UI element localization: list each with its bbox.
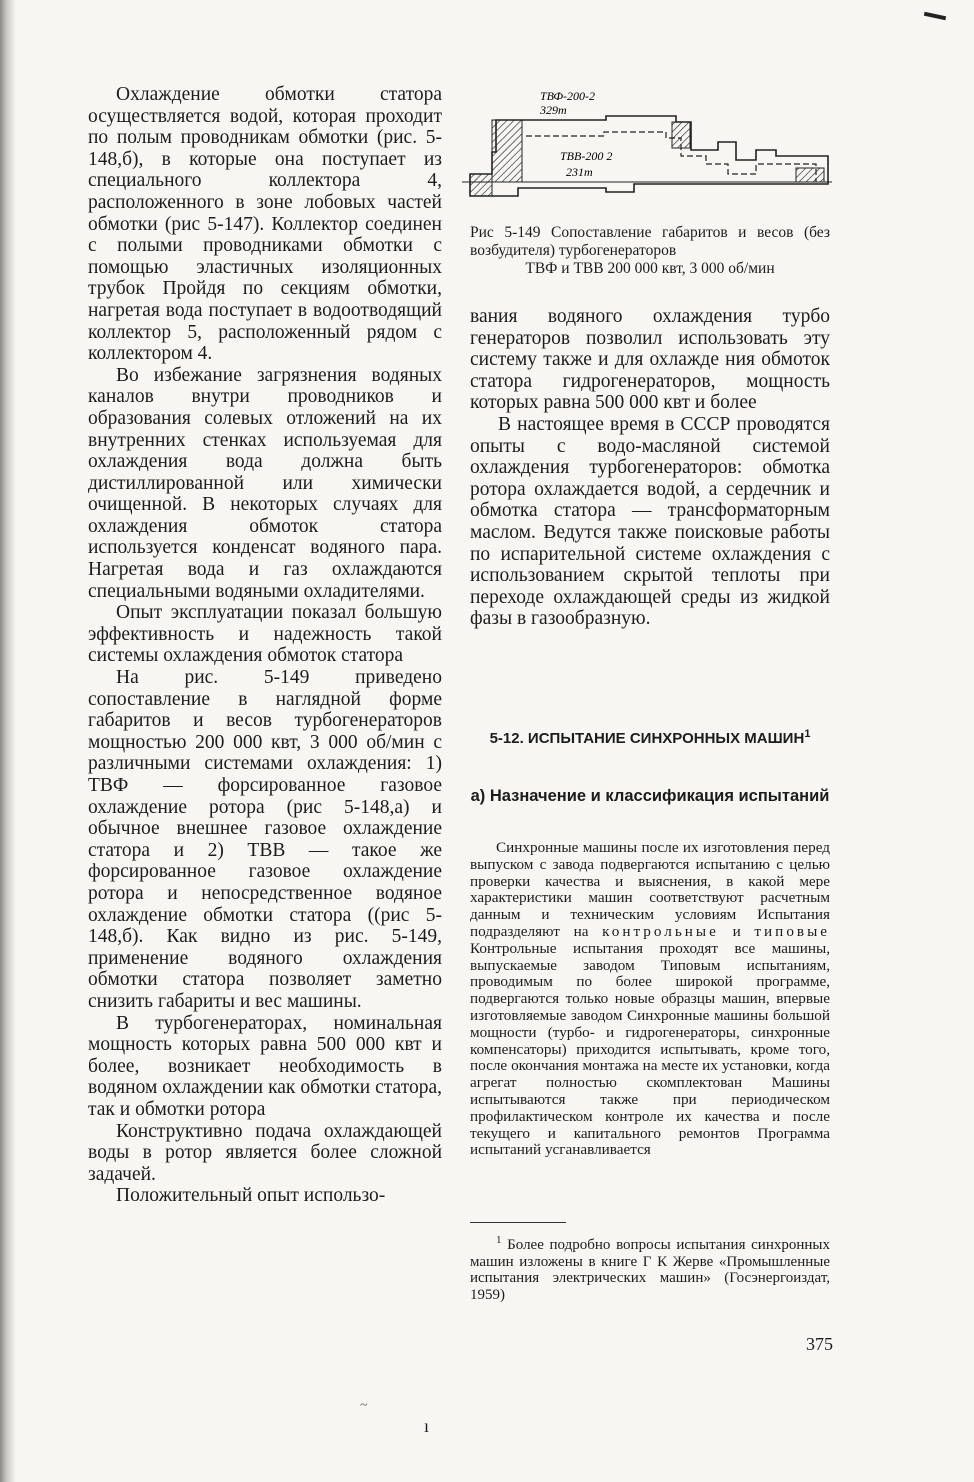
section-title	[470, 724, 830, 749]
footnote-text: Более подробно вопросы испытания синхронных машин изложены в книге Г К Жерве «Промышленные испытания электрических машин» (Госэнергоиздат, 1959)	[470, 1237, 830, 1303]
small-print-text	[470, 840, 830, 1159]
text-part: и	[732, 922, 741, 940]
text-part: Синхронные машины после их изготовления перед выпуском с завода подвергаются испытанию с целью проверки качества и выяснения, в какой мере характеристики машин соответствуют расчетным данным и техническим условиям Испытания подразделяют на	[470, 839, 830, 940]
paragraph	[470, 840, 830, 1159]
paragraph: Опыт эксплуатации показал большую эффективность и надежность такой системы охлаждения обмоток статора	[88, 602, 442, 667]
spaced-term: контрольные	[602, 922, 719, 940]
paragraph: Охлаждение обмотки статора осуществляется водой, которая проходит по полым проводникам обмотки (рис. 5-148,б), в которые она поступает из специального коллектора 4, расположенного в зоне лобовых частей обмотки (рис 5-147). Коллектор соединен с полыми проводниками обмотки с помощью эластичных изоляционных трубок Пройдя по секциям обмотки, нагретая вода поступает в водоотводящий коллектор 5, расположенный рядом с коллектором 4.	[88, 84, 442, 365]
spaced-term: типовые	[754, 922, 831, 940]
hatched-mid-section	[672, 122, 690, 148]
fig-label-tvf-weight: 329т	[540, 103, 567, 117]
paragraph: В настоящее время в СССР проводятся опыты с водо-масляной системой охлаждения турбогенераторов: обмотка ротора охлаждается водой, а сердечник и обмотка статора — трансформаторным маслом. Ведутся также поисковые работы по испарительной системе охлаждения с использованием скрытой теплоты при переходе охлаждающей среды из жидкой фазы в газообразную.	[470, 413, 830, 630]
section-title-text: 5-12. ИСПЫТАНИЕ СИНХРОННЫХ МАШИН	[489, 730, 805, 747]
hatched-left-foot	[470, 174, 492, 196]
footnote-rule	[470, 1222, 566, 1223]
fig-label-tvv-weight: 231т	[566, 165, 593, 179]
hatched-right-section	[796, 168, 824, 182]
text-part: Контрольные испытания проходят все машины, выпускаемые заводом Типовым испытаниям, проводимым по более широкой программе, подвергаются только новые образцы машин, впервые изготовляемые заводом Синхронные машины большой мощности (турбо- и гидрогенераторы, синхронные компенсаторы) приходится испытывать, кроме того, после окончания монтажа на месте их установки, когда агрегат полностью скомплектован Машины испытываются также при периодическом профилактическом контроле их качества и после текущего и капитального ремонтов Программа испытаний усганавливается	[470, 939, 830, 1159]
page-number: 375	[806, 1334, 833, 1354]
right-column	[470, 306, 830, 630]
tvf-outline	[470, 116, 828, 196]
paragraph: Конструктивно подача охлаждающей воды в ротор является более сложной задачей.	[88, 1120, 442, 1185]
scan-artifact: ı	[424, 1416, 430, 1436]
figure-caption	[470, 224, 830, 278]
scan-artifact: ~	[360, 1398, 368, 1413]
paragraph: Положительный опыт использо-	[116, 1185, 386, 1207]
left-column	[88, 84, 442, 1207]
footnote-ref: 1	[804, 728, 811, 740]
subsection-title: а) Назначение и классификация испытаний	[470, 787, 830, 805]
fig-label-tvv-name: ТВВ-200 2	[560, 149, 613, 163]
caption-line-2: ТВФ и ТВВ 200 000 квт, 3 000 об/мин	[525, 260, 775, 277]
generator-outline-diagram	[456, 86, 836, 218]
scan-edge-shadow	[0, 0, 16, 1482]
footnote-paragraph	[470, 1232, 830, 1303]
paragraph: В турбогенераторах, номинальная мощность которых равна 500 000 квт и более, возникает необходимость в водяном охлаждении как обмотки статора, так и обмотки ротора	[88, 1012, 442, 1120]
paragraph: Во избежание загрязнения водяных каналов внутри проводников и образования солевых отложений на их внутренних стенках используемая для охлаждения вода должна быть дистиллированной или химически очищенной. В некоторых случаях для охлаждения обмоток статора используется конденсат водяного пара. Нагретая вода и газ охлаждаются специальными водяными охладителями.	[88, 364, 442, 602]
corner-mark	[924, 12, 946, 20]
caption-line-1: Рис 5-149 Сопоставление габаритов и весов (без возбудителя) турбогенераторов	[470, 224, 830, 259]
hatched-left-section	[492, 120, 522, 182]
fig-label-tvf-name: ТВФ-200-2	[540, 89, 595, 103]
footnote-mark: 1	[496, 1234, 502, 1246]
paragraph: На рис. 5-149 приведено сопоставление в наглядной форме габаритов и весов турбогенераторов мощностью 200 000 квт, 3 000 об/мин с различными системами охлаждения: 1) ТВФ — форсированное газовое охлаждение ротора (рис 5-148,а) и обычное внешнее газовое охлаждение статора и 2) ТВВ — такое же форсированное газовое охлаждение ротора и непосредственное водяное охлаждение обмотки статора ((рис 5-148,б). Как видно из рис. 5-149, применение водяного охлаждения обмотки статора позволяет заметно снизить габариты и вес машины.	[88, 667, 442, 1012]
footnote	[470, 1232, 830, 1303]
figure-5-149	[456, 86, 836, 218]
paragraph: вания водяного охлаждения турбо генераторов позволил использовать эту систему также и для охлажде ния обмоток статора гидрогенераторов, мощность которых равна 500 000 квт и более	[470, 306, 830, 414]
